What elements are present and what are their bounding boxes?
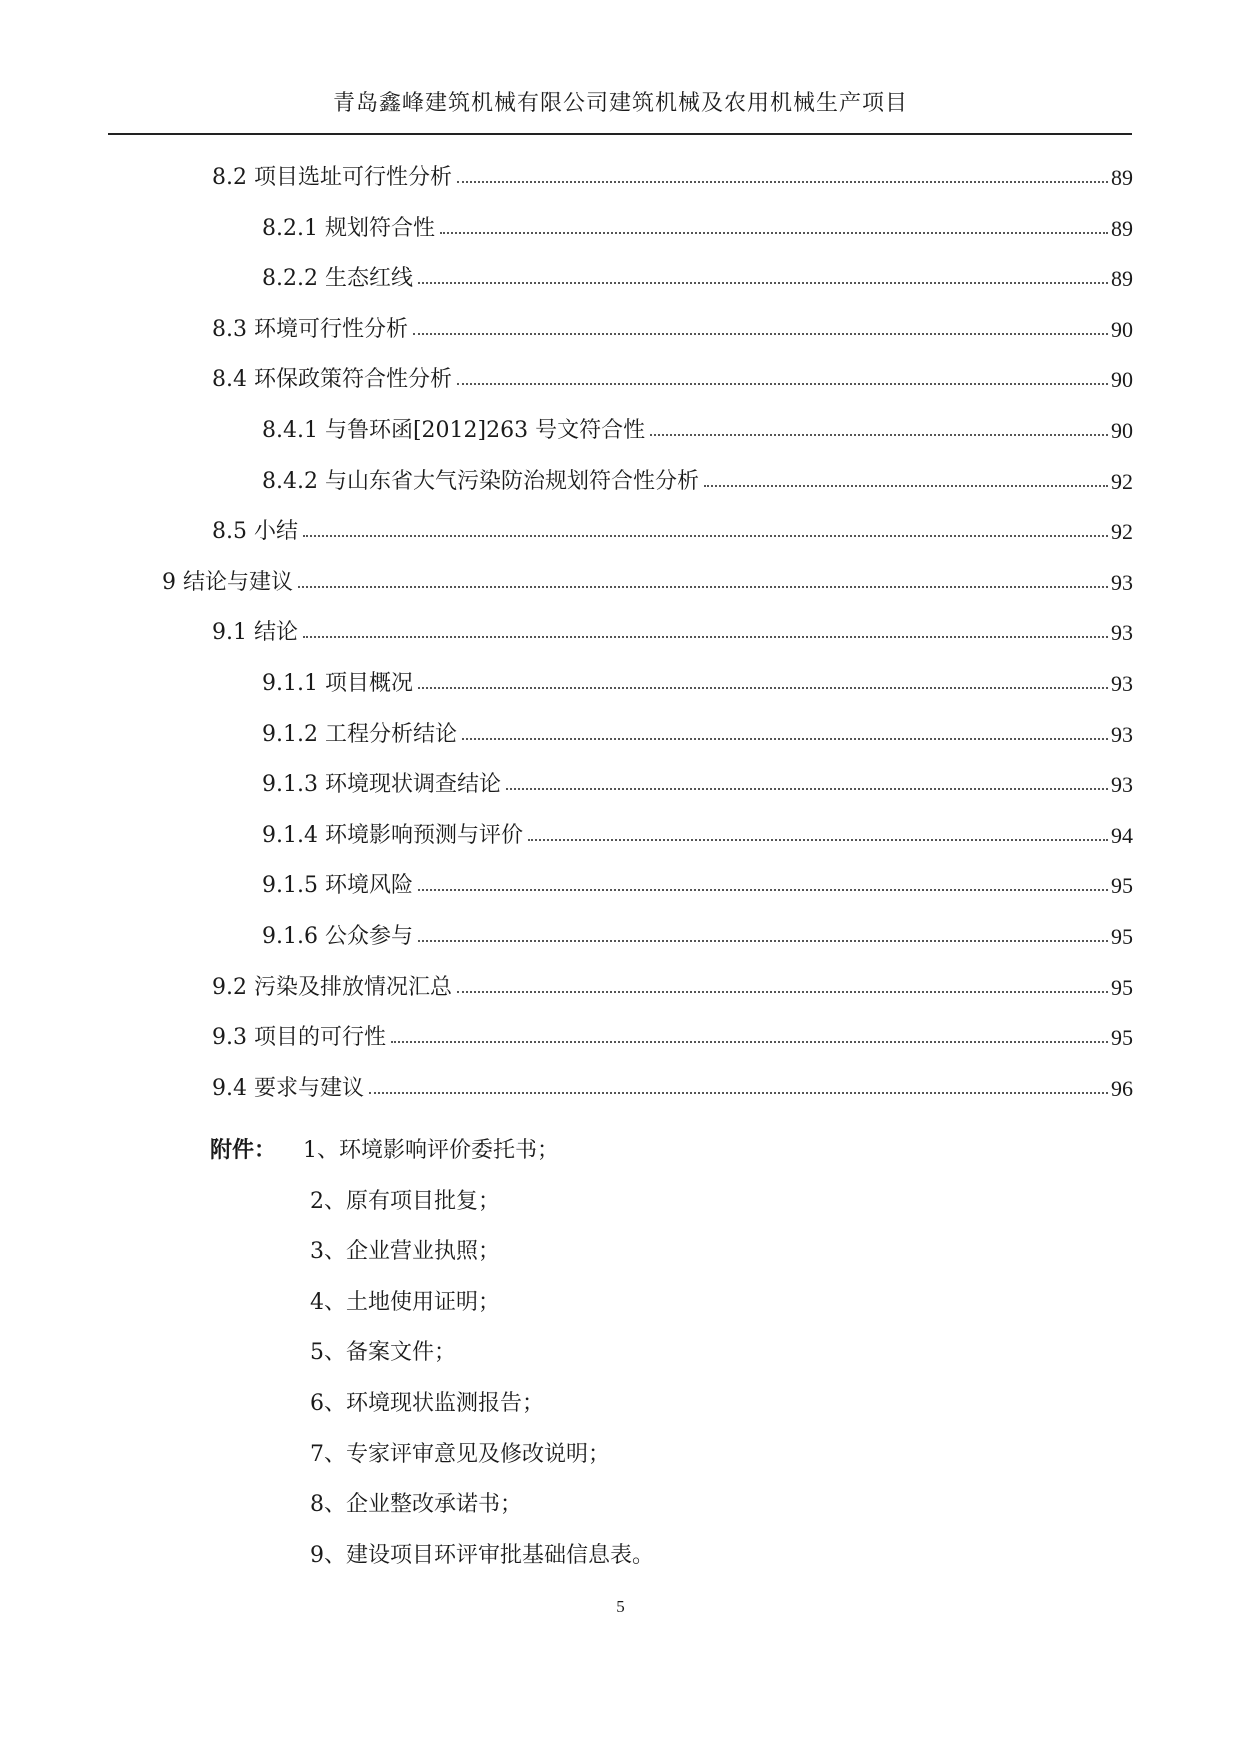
toc-dot-leader xyxy=(418,889,1108,891)
toc-entry-title: 9.4 要求与建议 xyxy=(212,1076,364,1101)
toc-entry[interactable] xyxy=(262,258,1133,292)
toc-entry[interactable] xyxy=(212,612,1133,646)
toc-entry-title: 8.5 小结 xyxy=(212,519,298,544)
toc-dot-leader xyxy=(369,1092,1108,1094)
attachment-item: 2、原有项目批复； xyxy=(310,1189,500,1214)
toc-entry-page: 94 xyxy=(1111,823,1133,848)
toc-entry-title: 8.4.2 与山东省大气污染防治规划符合性分析 xyxy=(262,469,699,494)
toc-entry-title: 8.3 环境可行性分析 xyxy=(212,317,408,342)
toc-dot-leader xyxy=(462,738,1108,740)
toc-entry-page: 90 xyxy=(1111,418,1133,443)
toc-entry-page: 89 xyxy=(1111,266,1133,291)
toc-dot-leader xyxy=(650,434,1108,436)
toc-dot-leader xyxy=(298,586,1108,588)
toc-entry-title: 9.1.2 工程分析结论 xyxy=(262,722,457,747)
toc-dot-leader xyxy=(391,1041,1108,1043)
toc-entry-page: 89 xyxy=(1111,165,1133,190)
toc-entry-page: 93 xyxy=(1111,772,1133,797)
toc-dot-leader xyxy=(413,333,1108,335)
attachment-item: 6、环境现状监测报告； xyxy=(310,1391,544,1416)
toc-dot-leader xyxy=(528,839,1108,841)
document-header: 青岛鑫峰建筑机械有限公司建筑机械及农用机械生产项目 xyxy=(332,91,908,116)
toc-entry-title: 9.1.6 公众参与 xyxy=(262,924,413,949)
toc-dot-leader xyxy=(303,636,1108,638)
toc-entry-title: 9.1.5 环境风险 xyxy=(262,873,413,898)
toc-dot-leader xyxy=(457,991,1108,993)
attachment-item: 5、备案文件； xyxy=(310,1340,456,1365)
toc-entry-title: 8.2.2 生态红线 xyxy=(262,266,413,291)
toc-entry[interactable] xyxy=(262,410,1133,444)
toc-entry-title: 9.2 污染及排放情况汇总 xyxy=(212,975,452,1000)
toc-entry-page: 90 xyxy=(1111,317,1133,342)
toc-entry-page: 95 xyxy=(1111,975,1133,1000)
toc-entry-page: 96 xyxy=(1111,1076,1133,1101)
attachment-item: 3、企业营业执照； xyxy=(310,1239,500,1264)
toc-entry-page: 93 xyxy=(1111,671,1133,696)
toc-entry-title: 9.1.4 环境影响预测与评价 xyxy=(262,823,523,848)
toc-entry-page: 95 xyxy=(1111,924,1133,949)
toc-entry[interactable] xyxy=(212,309,1133,343)
toc-dot-leader xyxy=(457,181,1108,183)
toc-entry-title: 8.4.1 与鲁环函[2012]263 号文符合性 xyxy=(262,418,646,443)
toc-entry[interactable] xyxy=(262,764,1133,798)
toc-entry-title: 8.4 环保政策符合性分析 xyxy=(212,367,452,392)
toc-entry-page: 93 xyxy=(1111,570,1133,595)
toc-entry-page: 95 xyxy=(1111,873,1133,898)
toc-entry[interactable] xyxy=(262,815,1133,849)
toc-entry[interactable] xyxy=(262,663,1133,697)
toc-entry[interactable] xyxy=(212,967,1133,1001)
attachment-item: 4、土地使用证明； xyxy=(310,1290,500,1315)
toc-entry[interactable] xyxy=(262,865,1133,899)
toc-entry-page: 92 xyxy=(1111,469,1133,494)
attachment-item: 1、环境影响评价委托书； xyxy=(303,1138,559,1163)
toc-dot-leader xyxy=(303,535,1108,537)
toc-entry-page: 89 xyxy=(1111,216,1133,241)
toc-dot-leader xyxy=(418,940,1108,942)
toc-entry-title: 9 结论与建议 xyxy=(162,570,293,595)
toc-entry[interactable] xyxy=(262,916,1133,950)
toc-entry[interactable] xyxy=(262,208,1133,242)
toc-entry-title: 9.1 结论 xyxy=(212,620,298,645)
toc-entry-page: 92 xyxy=(1111,519,1133,544)
attachment-item: 9、建设项目环评审批基础信息表。 xyxy=(310,1543,654,1568)
toc-entry-page: 93 xyxy=(1111,722,1133,747)
toc-dot-leader xyxy=(704,485,1108,487)
toc-entry[interactable] xyxy=(212,157,1133,191)
toc-entry-page: 90 xyxy=(1111,367,1133,392)
toc-entry[interactable] xyxy=(162,562,1133,596)
toc-dot-leader xyxy=(418,282,1108,284)
toc-entry-title: 8.2 项目选址可行性分析 xyxy=(212,165,452,190)
toc-entry-page: 95 xyxy=(1111,1025,1133,1050)
page-number: 5 xyxy=(616,1597,625,1616)
toc-dot-leader xyxy=(418,687,1108,689)
toc-dot-leader xyxy=(457,383,1108,385)
toc-entry-title: 9.1.3 环境现状调查结论 xyxy=(262,772,501,797)
toc-entry[interactable] xyxy=(212,359,1133,393)
toc-entry-page: 93 xyxy=(1111,620,1133,645)
toc-entry[interactable] xyxy=(212,511,1133,545)
toc-entry[interactable] xyxy=(262,714,1133,748)
toc-dot-leader xyxy=(440,232,1108,234)
toc-entry-title: 9.3 项目的可行性 xyxy=(212,1025,386,1050)
toc-entry[interactable] xyxy=(212,1017,1133,1051)
header-rule xyxy=(108,133,1132,135)
toc-entry-title: 9.1.1 项目概况 xyxy=(262,671,413,696)
toc-entry[interactable] xyxy=(262,461,1133,495)
toc-entry[interactable] xyxy=(212,1068,1133,1102)
toc-dot-leader xyxy=(506,788,1108,790)
attachment-item: 7、专家评审意见及修改说明； xyxy=(310,1442,610,1467)
attachments-label: 附件： xyxy=(210,1138,277,1163)
toc-entry-title: 8.2.1 规划符合性 xyxy=(262,216,435,241)
attachment-item: 8、企业整改承诺书； xyxy=(310,1492,522,1517)
